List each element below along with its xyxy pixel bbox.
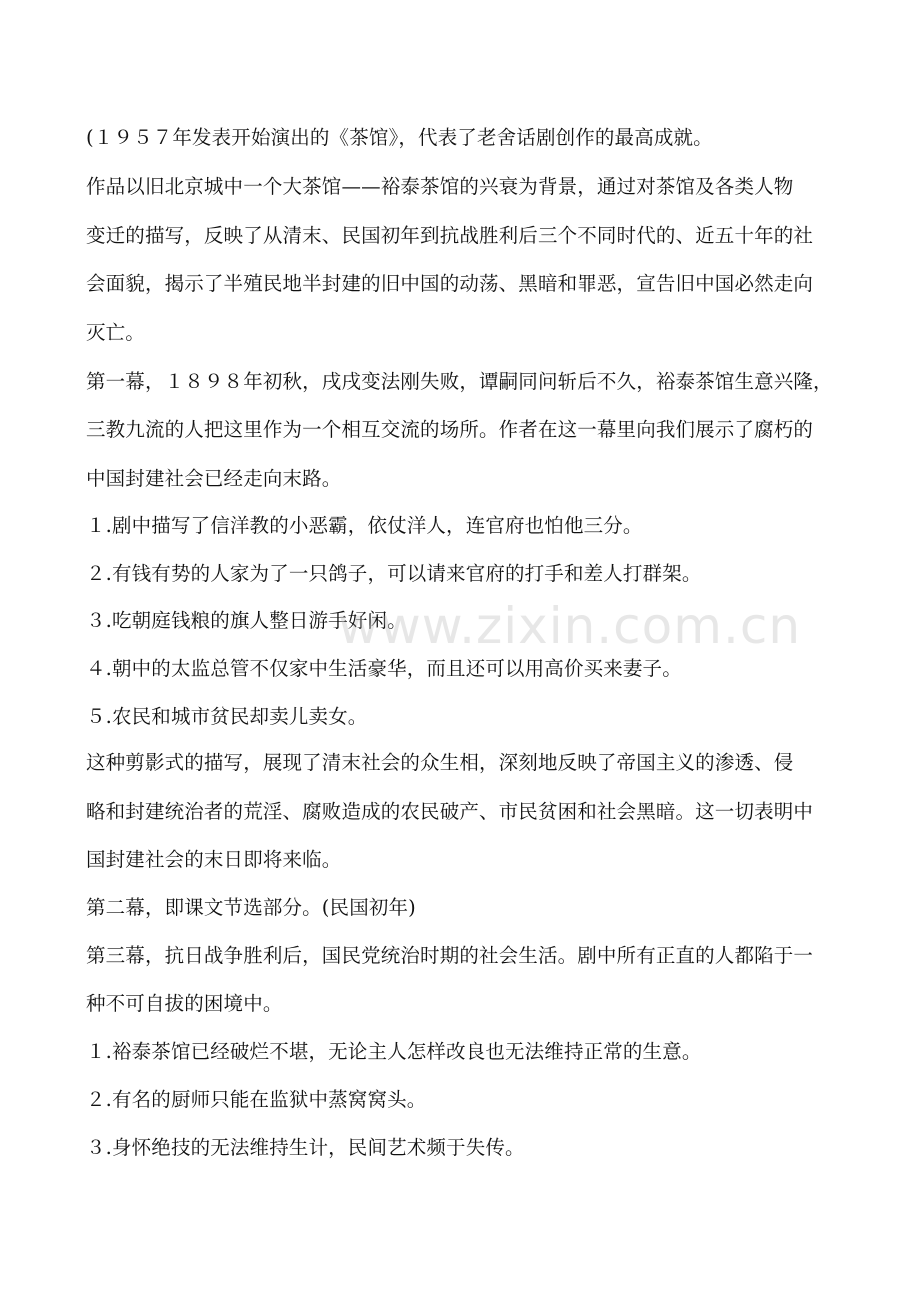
list-item: ３.身怀绝技的无法维持生计，民间艺术频于失传。 — [86, 1136, 525, 1159]
text-line: 变迁的描写，反映了从清末、民国初年到抗战胜利后三个不同时代的、近五十年的社 — [86, 224, 814, 247]
text-line: 灭亡。 — [86, 321, 145, 344]
watermark: www.zixin.com.cn — [338, 597, 802, 655]
list-item: ３.吃朝庭钱粮的旗人整日游手好闲。 — [86, 609, 407, 632]
text-line: 会面貌，揭示了半殖民地半封建的旧中国的动荡、黑暗和罪恶，宣告旧中国必然走向 — [86, 272, 814, 295]
text-line: 三教九流的人把这里作为一个相互交流的场所。作者在这一幕里向我们展示了腐朽的 — [86, 418, 814, 441]
list-item: ４.朝中的太监总管不仅家中生活豪华，而且还可以用高价买来妻子。 — [86, 657, 682, 680]
list-item: ２.有名的厨师只能在监狱中蒸窝窝头。 — [86, 1088, 427, 1111]
list-item: ５.农民和城市贫民却卖儿卖女。 — [86, 705, 368, 728]
text-line: 种不可自拔的困境中。 — [86, 992, 283, 1015]
text-line: 第三幕，抗日战争胜利后，国民党统治时期的社会生活。剧中所有正直的人都陷于一 — [86, 944, 814, 967]
text-line: 第二幕，即课文节选部分。(民国初年) — [86, 896, 416, 919]
text-line: (１９５７年发表开始演出的《茶馆》，代表了老舍话剧创作的最高成就。 — [86, 126, 713, 149]
text-line: 这种剪影式的描写，展现了清末社会的众生相，深刻地反映了帝国主义的渗透、侵 — [86, 751, 794, 774]
list-item: １.裕泰茶馆已经破烂不堪，无论主人怎样改良也无法维持正常的生意。 — [86, 1040, 702, 1063]
list-item: １.剧中描写了信洋教的小恶霸，依仗洋人，连官府也怕他三分。 — [86, 514, 643, 537]
text-line: 第一幕，１８９８年初秋，戌戌变法刚失败，谭嗣同问斩后不久，裕泰茶馆生意兴隆， — [86, 370, 833, 393]
list-item: ２.有钱有势的人家为了一只鸽子，可以请来官府的打手和差人打群架。 — [86, 562, 702, 585]
text-line: 略和封建统治者的荒淫、腐败造成的农民破产、市民贫困和社会黑暗。这一切表明中 — [86, 800, 814, 823]
text-line: 国封建社会的末日即将来临。 — [86, 848, 342, 871]
text-line: 作品以旧北京城中一个大茶馆——裕泰茶馆的兴衰为背景，通过对茶馆及各类人物 — [86, 175, 794, 198]
text-line: 中国封建社会已经走向末路。 — [86, 467, 342, 490]
